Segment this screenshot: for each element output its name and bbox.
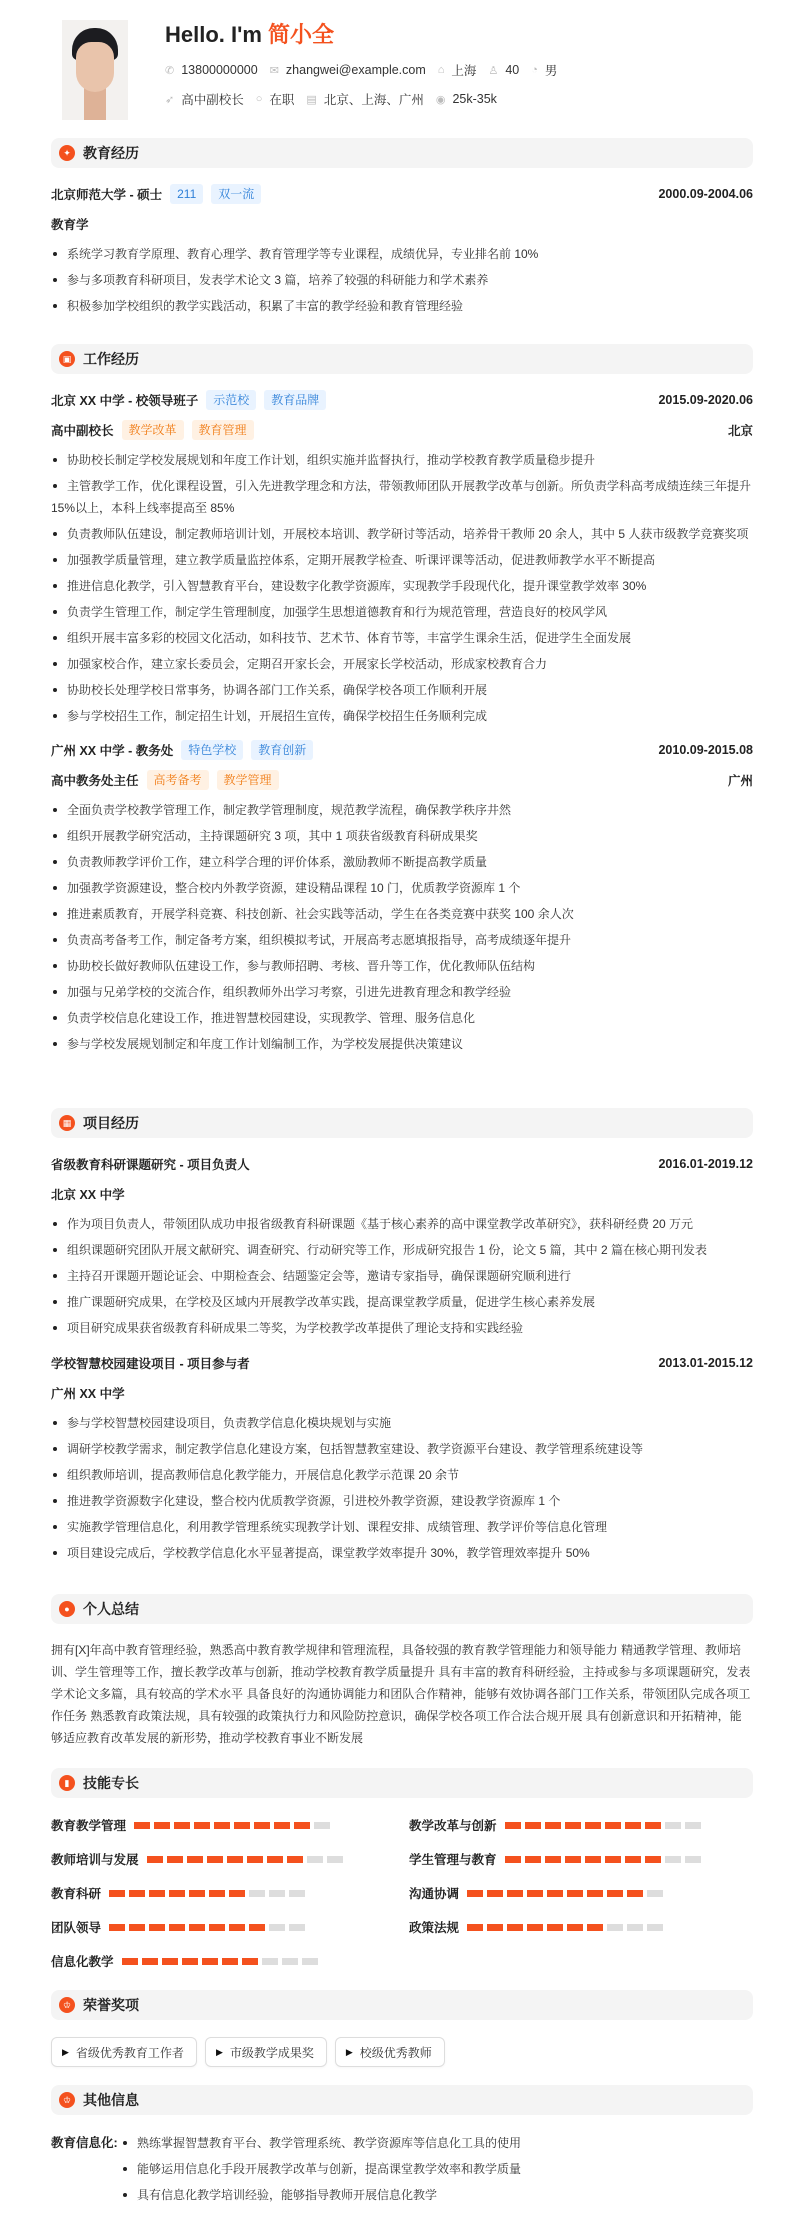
building-icon: ▤ xyxy=(306,93,317,106)
skill-segment-filled xyxy=(229,1890,245,1897)
project-org: 北京 XX 中学 xyxy=(51,1188,125,1202)
skill-segment-filled xyxy=(287,1856,303,1863)
skill-segment-filled xyxy=(227,1856,243,1863)
skill-segment-empty xyxy=(627,1924,643,1931)
phone-icon: ✆ xyxy=(165,64,175,77)
skill-segment-empty xyxy=(289,1890,305,1897)
bullet-item: 负责学校信息化建设工作，推进智慧校园建设，实现教学、管理、服务信息化 xyxy=(51,1007,753,1029)
bullet-item: 项目研究成果获省级教育科研成果二等奖，为学校教学改革提供了理论支持和实践经验 xyxy=(51,1317,753,1339)
skill-name: 沟通协调 xyxy=(409,1887,460,1901)
skill-segment-filled xyxy=(142,1958,158,1965)
tag-badge: 教育品牌 xyxy=(264,390,326,410)
bullet-item: 推进信息化教学，引入智慧教育平台，建设数字化教学资源库，实现教学手段现代化，提升课堂教学效率 30% xyxy=(51,575,753,597)
bullet-list xyxy=(51,449,753,727)
skill-level-bar xyxy=(109,1924,309,1931)
project-header xyxy=(51,1153,753,1175)
skill-segment-filled xyxy=(507,1924,523,1931)
tag-badge: 高考备考 xyxy=(147,770,209,790)
skill-segment-filled xyxy=(505,1822,521,1829)
bullet-item: 推进教学资源数字化建设，整合校内优质教学资源，引进校外教学资源，建设教学资源库 1 个 xyxy=(51,1490,753,1512)
skill-segment-filled xyxy=(467,1890,483,1897)
skill-segment-filled xyxy=(627,1890,643,1897)
education-item xyxy=(51,183,753,317)
skill-segment-filled xyxy=(169,1890,185,1897)
skill-segment-filled xyxy=(109,1924,125,1931)
city: 上海 xyxy=(451,64,477,78)
skill-segment-filled xyxy=(545,1822,561,1829)
skill-level-bar xyxy=(122,1958,322,1965)
target-cities: 北京、上海、广州 xyxy=(323,93,424,107)
skill-segment-empty xyxy=(249,1890,265,1897)
section-summary xyxy=(51,1594,753,1624)
skill-name: 信息化教学 xyxy=(51,1955,114,1969)
tag-badge: 教学改革 xyxy=(122,420,184,440)
other-bullets xyxy=(121,2132,521,2210)
skill-segment-filled xyxy=(645,1856,661,1863)
section-title: 荣誉奖项 xyxy=(83,1997,139,2013)
bullet-item: 负责学生管理工作，制定学生管理制度，加强学生思想道德教育和行为规范管理，营造良好的校风学风 xyxy=(51,601,753,623)
skill-segment-filled xyxy=(149,1924,165,1931)
skill-segment-filled xyxy=(254,1822,270,1829)
tag-badge: 教育创新 xyxy=(251,740,313,760)
skill-segment-filled xyxy=(189,1890,205,1897)
skill-segment-filled xyxy=(547,1924,563,1931)
bullet-item: 协助校长做好教师队伍建设工作，参与教师招聘、考核、晋升等工作，优化教师队伍结构 xyxy=(51,955,753,977)
skill-segment-filled xyxy=(567,1890,583,1897)
skill-name: 学生管理与教育 xyxy=(409,1853,497,1867)
bullet-item: 调研学校教学需求，制定教学信息化建设方案，包括智慧教室建设、教学资源平台建设、教学管理系统建设等 xyxy=(51,1438,753,1460)
date-range: 2013.01-2015.12 xyxy=(658,1356,753,1370)
skill-segment-filled xyxy=(202,1958,218,1965)
skill-segment-filled xyxy=(167,1856,183,1863)
section-projects xyxy=(51,1108,753,1138)
skill-segment-filled xyxy=(525,1822,541,1829)
bullet-item: 协助校长制定学校发展规划和年度工作计划，组织实施并监督执行，推动学校教育教学质量稳步提升 xyxy=(51,449,753,471)
skill-segment-filled xyxy=(267,1856,283,1863)
skill-level-bar xyxy=(467,1890,667,1897)
major: 教育学 xyxy=(51,218,89,232)
work-list xyxy=(51,389,753,1059)
skill-segment-filled xyxy=(587,1890,603,1897)
role-title: 高中副校长 xyxy=(51,424,114,438)
role-line xyxy=(51,770,279,790)
skill-segment-filled xyxy=(645,1822,661,1829)
phone: 13800000000 xyxy=(181,63,258,77)
skill-segment-empty xyxy=(685,1822,701,1829)
school-line xyxy=(51,184,261,204)
skill-segment-filled xyxy=(189,1924,205,1931)
tag-badge: 特色学校 xyxy=(181,740,243,760)
award-name: 校级优秀教师 xyxy=(359,2045,432,2060)
skill-segment-empty xyxy=(302,1958,318,1965)
gender-icon: ◔ xyxy=(531,64,538,76)
skill-segment-empty xyxy=(269,1924,285,1931)
section-education xyxy=(51,138,753,168)
bullet-item: 组织开展教学研究活动，主持课题研究 3 项，其中 1 项获省级教育科研成果奖 xyxy=(51,825,753,847)
bullet-item: 加强家校合作，建立家长委员会，定期召开家长会，开展家长学校活动，形成家校教育合力 xyxy=(51,653,753,675)
skill-segment-empty xyxy=(327,1856,343,1863)
skill-segment-filled xyxy=(487,1890,503,1897)
skill-segment-filled xyxy=(147,1856,163,1863)
org-name: 北京 XX 中学 - 校领导班子 xyxy=(51,394,199,408)
project-org-row xyxy=(51,1183,753,1205)
skill-segment-filled xyxy=(565,1822,581,1829)
skill-segment-filled xyxy=(182,1958,198,1965)
skill-name: 教师培训与发展 xyxy=(51,1853,139,1867)
work-header xyxy=(51,739,753,761)
other-label: 教育信息化: xyxy=(51,2136,118,2150)
awards-list xyxy=(51,2037,753,2067)
bullet-item: 主管教学工作，优化课程设置，引入先进教学理念和方法，带领教师团队开展教学改革与创新。所负责学科高考成绩连续三年提升 15%以上，本科上线率提高至 85% xyxy=(51,475,753,519)
skill-segment-filled xyxy=(567,1924,583,1931)
award-badge xyxy=(335,2037,445,2067)
location: 北京 xyxy=(727,424,753,438)
project-org-row xyxy=(51,1382,753,1404)
bullet-item: 主持召开课题开题论证会、中期检查会、结题鉴定会等，邀请专家指导，确保课题研究顺利进行 xyxy=(51,1265,753,1287)
info-icon: ♔ xyxy=(59,2092,75,2108)
avatar-photo xyxy=(62,20,128,120)
skill-segment-empty xyxy=(289,1924,305,1931)
project-list xyxy=(51,1153,753,1568)
work-header xyxy=(51,389,753,411)
skill-name: 团队领导 xyxy=(51,1921,102,1935)
bullet-item: 加强教学资源建设，整合校内外教学资源，建设精品课程 10 门，优质教学资源库 1 个 xyxy=(51,877,753,899)
skill-segment-filled xyxy=(547,1890,563,1897)
grid-icon: ▦ xyxy=(59,1115,75,1131)
summary-text: 拥有[X]年高中教育管理经验，熟悉高中教育教学规律和管理流程，具备较强的教育教学管理能力和领导能力 精通教学管理、教师培训、学生管理等工作，擅长教学改革与创新，推动学校教育教学质量提升 具有丰富的教育科研经验，主持或参与多项课题研究，发表学术论文多篇，具有较高的学术水平 具备良好的沟通协调能力和团队合作精神，能够有效协调各部门工作关系，带领团队完成各项工作任务 熟悉教育政策法规，具有较强的政策执行力和风险防控意识，确保学校各项工作合法合规开展 具有创新意识和开拓精神，能够适应教育改革发展的新形势，推动学校教育事业不断发展 xyxy=(51,1643,751,1745)
major-row xyxy=(51,213,753,235)
award-name: 省级优秀教育工作者 xyxy=(75,2045,184,2060)
skill-segment-filled xyxy=(605,1856,621,1863)
skill-segment-filled xyxy=(247,1856,263,1863)
triangle-right-icon: ▶ xyxy=(62,2046,69,2057)
bullet-list xyxy=(51,799,753,1055)
skill-name: 教学改革与创新 xyxy=(409,1819,497,1833)
section-title: 工作经历 xyxy=(83,351,139,367)
skill-segment-filled xyxy=(585,1856,601,1863)
skill-segment-filled xyxy=(207,1856,223,1863)
page-title xyxy=(165,18,334,49)
salary-icon: ◉ xyxy=(435,93,446,106)
skill-segment-empty xyxy=(307,1856,323,1863)
date-range: 2015.09-2020.06 xyxy=(658,393,753,407)
briefcase-icon: ▣ xyxy=(59,351,75,367)
skill-segment-filled xyxy=(249,1924,265,1931)
project-header xyxy=(51,1352,753,1374)
skill-level-bar xyxy=(147,1856,347,1863)
role-title: 高中教务处主任 xyxy=(51,774,139,788)
triangle-right-icon: ▶ xyxy=(345,2046,353,2057)
education-header xyxy=(51,183,753,205)
skill-segment-filled xyxy=(545,1856,561,1863)
salary: 25k-35k xyxy=(452,92,497,106)
location: 广州 xyxy=(727,774,753,788)
skill-item xyxy=(51,1916,409,1938)
bullet-item: 负责教师教学评价工作，建立科学合理的评价体系，激励教师不断提高教学质量 xyxy=(51,851,753,873)
bullet-item: 全面负责学校教学管理工作，制定教学管理制度，规范教学流程，确保教学秩序井然 xyxy=(51,799,753,821)
skill-name: 教育科研 xyxy=(51,1887,102,1901)
skill-item xyxy=(409,1814,753,1836)
section-title: 其他信息 xyxy=(83,2092,139,2108)
skill-level-bar xyxy=(505,1856,705,1863)
tag-badge: 双一流 xyxy=(211,184,261,204)
role-row xyxy=(51,769,753,791)
skill-name: 教育教学管理 xyxy=(51,1819,127,1833)
school-name: 北京师范大学 - 硕士 xyxy=(51,188,163,202)
candidate-name: 简小全 xyxy=(268,22,335,47)
skill-segment-filled xyxy=(565,1856,581,1863)
bullet-item: 作为项目负责人，带领团队成功申报省级教育科研课题《基于核心素养的高中课堂教学改革研究》，获科研经费 20 万元 xyxy=(51,1213,753,1235)
position: 高中副校长 xyxy=(181,93,244,107)
skill-item xyxy=(51,1848,409,1870)
bullet-item: 具有信息化教学培训经验，能够指导教师开展信息化教学 xyxy=(121,2184,521,2206)
skill-segment-filled xyxy=(487,1924,503,1931)
skill-segment-filled xyxy=(162,1958,178,1965)
bullet-item: 积极参加学校组织的教学实践活动，积累了丰富的教学经验和教育管理经验 xyxy=(51,295,753,317)
award-name: 市级教学成果奖 xyxy=(229,2045,314,2060)
email: zhangwei@example.com xyxy=(285,63,426,77)
tag-badge: 教育管理 xyxy=(192,420,254,440)
award-badge xyxy=(205,2037,327,2067)
skill-name: 政策法规 xyxy=(409,1921,460,1935)
skill-item xyxy=(51,1882,409,1904)
bullet-item: 协助校长处理学校日常事务，协调各部门工作关系，确保学校各项工作顺利开展 xyxy=(51,679,753,701)
skill-segment-filled xyxy=(154,1822,170,1829)
skill-segment-filled xyxy=(122,1958,138,1965)
section-title: 项目经历 xyxy=(83,1115,139,1131)
status: 在职 xyxy=(269,93,295,107)
skill-segment-filled xyxy=(242,1958,258,1965)
role-row xyxy=(51,419,753,441)
project-name: 学校智慧校园建设项目 - 项目参与者 xyxy=(51,1357,250,1371)
bullet-item: 组织课题研究团队开展文献研究、调查研究、行动研究等工作，形成研究报告 1 份，论文 5 篇，其中 2 篇在核心期刊发表 xyxy=(51,1239,753,1261)
bullet-item: 组织开展丰富多彩的校园文化活动，如科技节、艺术节、体育节等，丰富学生课余生活，促进学生全面发展 xyxy=(51,627,753,649)
greeting: Hello. I'm xyxy=(165,22,262,47)
bullet-list xyxy=(51,1412,753,1564)
skill-segment-filled xyxy=(109,1890,125,1897)
date-range: 2000.09-2004.06 xyxy=(658,187,753,201)
skill-segment-filled xyxy=(527,1890,543,1897)
skill-segment-filled xyxy=(194,1822,210,1829)
skill-item xyxy=(409,1916,753,1938)
date-range: 2010.09-2015.08 xyxy=(658,743,753,757)
section-work xyxy=(51,344,753,374)
skill-segment-filled xyxy=(209,1890,225,1897)
skill-item xyxy=(51,1950,409,1972)
section-awards xyxy=(51,1990,753,2020)
section-title: 个人总结 xyxy=(83,1601,139,1617)
skill-item xyxy=(51,1814,409,1836)
skill-segment-empty xyxy=(314,1822,330,1829)
education-list xyxy=(51,183,753,321)
skill-segment-empty xyxy=(262,1958,278,1965)
chart-icon: ▮ xyxy=(59,1775,75,1791)
bullet-item: 加强教学质量管理，建立教学质量监控体系，定期开展教学检查、听课评课等活动，促进教师教学水平不断提高 xyxy=(51,549,753,571)
work-item xyxy=(51,389,753,727)
org-line xyxy=(51,390,326,410)
skill-segment-filled xyxy=(129,1924,145,1931)
section-title: 教育经历 xyxy=(83,145,139,161)
bullet-item: 推进素质教育，开展学科竞赛、科技创新、社会实践等活动，学生在各类竞赛中获奖 100 余人次 xyxy=(51,903,753,925)
skill-level-bar xyxy=(467,1924,667,1931)
project-item xyxy=(51,1153,753,1339)
other-info xyxy=(51,2132,753,2210)
skill-segment-filled xyxy=(274,1822,290,1829)
bullet-item: 能够运用信息化手段开展教学改革与创新，提高课堂教学效率和教学质量 xyxy=(121,2158,521,2180)
contact-row xyxy=(165,61,569,79)
bullet-item: 负责高考备考工作，制定备考方案，组织模拟考试，开展高考志愿填报指导，高考成绩逐年提升 xyxy=(51,929,753,951)
tag-badge: 示范校 xyxy=(206,390,256,410)
skill-segment-empty xyxy=(647,1924,663,1931)
org-line xyxy=(51,740,313,760)
status-icon: ○ xyxy=(255,93,263,105)
bullet-item: 参与学校招生工作，制定招生计划，开展招生宣传，确保学校招生任务顺利完成 xyxy=(51,705,753,727)
person-icon: ● xyxy=(59,1601,75,1617)
skill-segment-filled xyxy=(129,1890,145,1897)
bullet-list xyxy=(51,1213,753,1339)
skill-segment-filled xyxy=(585,1822,601,1829)
section-other xyxy=(51,2085,753,2115)
skill-segment-empty xyxy=(665,1822,681,1829)
skill-item xyxy=(409,1848,753,1870)
skill-segment-empty xyxy=(685,1856,701,1863)
skill-segment-filled xyxy=(222,1958,238,1965)
skill-segment-empty xyxy=(282,1958,298,1965)
bullet-item: 参与学校智慧校园建设项目，负责教学信息化模块规划与实施 xyxy=(51,1412,753,1434)
skill-segment-filled xyxy=(607,1890,623,1897)
skill-level-bar xyxy=(109,1890,309,1897)
skill-segment-filled xyxy=(625,1856,641,1863)
skill-segment-filled xyxy=(294,1822,310,1829)
skill-segment-filled xyxy=(625,1822,641,1829)
skill-segment-filled xyxy=(187,1856,203,1863)
skills-grid xyxy=(51,1814,753,1972)
bullet-item: 推广课题研究成果，在学校及区域内开展教学改革实践，提高课堂教学质量，促进学生核心素养发展 xyxy=(51,1291,753,1313)
gender: 男 xyxy=(544,64,558,78)
skill-item xyxy=(409,1882,753,1904)
skill-segment-filled xyxy=(467,1924,483,1931)
bullet-item: 参与多项教育科研项目，发表学术论文 3 篇，培养了较强的科研能力和学术素养 xyxy=(51,269,753,291)
skill-segment-filled xyxy=(214,1822,230,1829)
skill-segment-filled xyxy=(525,1856,541,1863)
tag-badge: 教学管理 xyxy=(217,770,279,790)
skill-segment-filled xyxy=(507,1890,523,1897)
skill-segment-filled xyxy=(149,1890,165,1897)
skill-segment-filled xyxy=(209,1924,225,1931)
skill-segment-filled xyxy=(605,1822,621,1829)
section-title: 技能专长 xyxy=(83,1775,139,1791)
bullet-item: 组织教师培训，提高教师信息化教学能力，开展信息化教学示范课 20 余节 xyxy=(51,1464,753,1486)
home-icon: ⌂ xyxy=(437,64,445,76)
skill-segment-empty xyxy=(647,1890,663,1897)
skill-segment-filled xyxy=(169,1924,185,1931)
work-item xyxy=(51,739,753,1055)
skill-level-bar xyxy=(134,1822,334,1829)
mail-icon: ✉ xyxy=(269,64,279,77)
job-intent-row xyxy=(165,90,509,108)
age: 40 xyxy=(505,63,520,77)
skill-segment-empty xyxy=(269,1890,285,1897)
bullet-item: 实施教学管理信息化，利用教学管理系统实现教学计划、课程安排、成绩管理、教学评价等信息化管理 xyxy=(51,1516,753,1538)
award-badge xyxy=(51,2037,197,2067)
bullet-item: 熟练掌握智慧教育平台、教学管理系统、教学资源库等信息化工具的使用 xyxy=(121,2132,521,2154)
skill-segment-filled xyxy=(527,1924,543,1931)
graduation-icon: ✦ xyxy=(59,145,75,161)
bullet-item: 负责教师队伍建设，制定教师培训计划，开展校本培训、教学研讨等活动，培养骨干教师 20 余人，其中 5 人获市级教学竞赛奖项 xyxy=(51,523,753,545)
project-org: 广州 XX 中学 xyxy=(51,1387,125,1401)
medal-icon: ♔ xyxy=(59,1997,75,2013)
tag-badge: 211 xyxy=(170,184,203,204)
age-icon: ♙ xyxy=(488,64,499,77)
bullet-item: 系统学习教育学原理、教育心理学、教育管理学等专业课程，成绩优异，专业排名前 10% xyxy=(51,243,753,265)
bullet-list xyxy=(51,243,753,317)
triangle-right-icon: ▶ xyxy=(215,2046,223,2057)
project-item xyxy=(51,1352,753,1564)
bullet-item: 项目建设完成后，学校教学信息化水平显著提高，课堂教学效率提升 30%，教学管理效率提升 50% xyxy=(51,1542,753,1564)
date-range: 2016.01-2019.12 xyxy=(658,1157,753,1171)
role-line xyxy=(51,420,254,440)
section-skills xyxy=(51,1768,753,1798)
skill-segment-filled xyxy=(174,1822,190,1829)
skill-segment-filled xyxy=(505,1856,521,1863)
send-icon: ➶ xyxy=(165,93,175,106)
skill-segment-empty xyxy=(665,1856,681,1863)
org-name: 广州 XX 中学 - 教务处 xyxy=(51,744,174,758)
skill-segment-filled xyxy=(587,1924,603,1931)
skill-segment-filled xyxy=(234,1822,250,1829)
project-name: 省级教育科研课题研究 - 项目负责人 xyxy=(51,1158,250,1172)
skill-segment-filled xyxy=(134,1822,150,1829)
skill-level-bar xyxy=(505,1822,705,1829)
bullet-item: 参与学校发展规划制定和年度工作计划编制工作，为学校发展提供决策建议 xyxy=(51,1033,753,1055)
skill-segment-filled xyxy=(229,1924,245,1931)
skill-segment-empty xyxy=(607,1924,623,1931)
bullet-item: 加强与兄弟学校的交流合作，组织教师外出学习考察，引进先进教育理念和教学经验 xyxy=(51,981,753,1003)
